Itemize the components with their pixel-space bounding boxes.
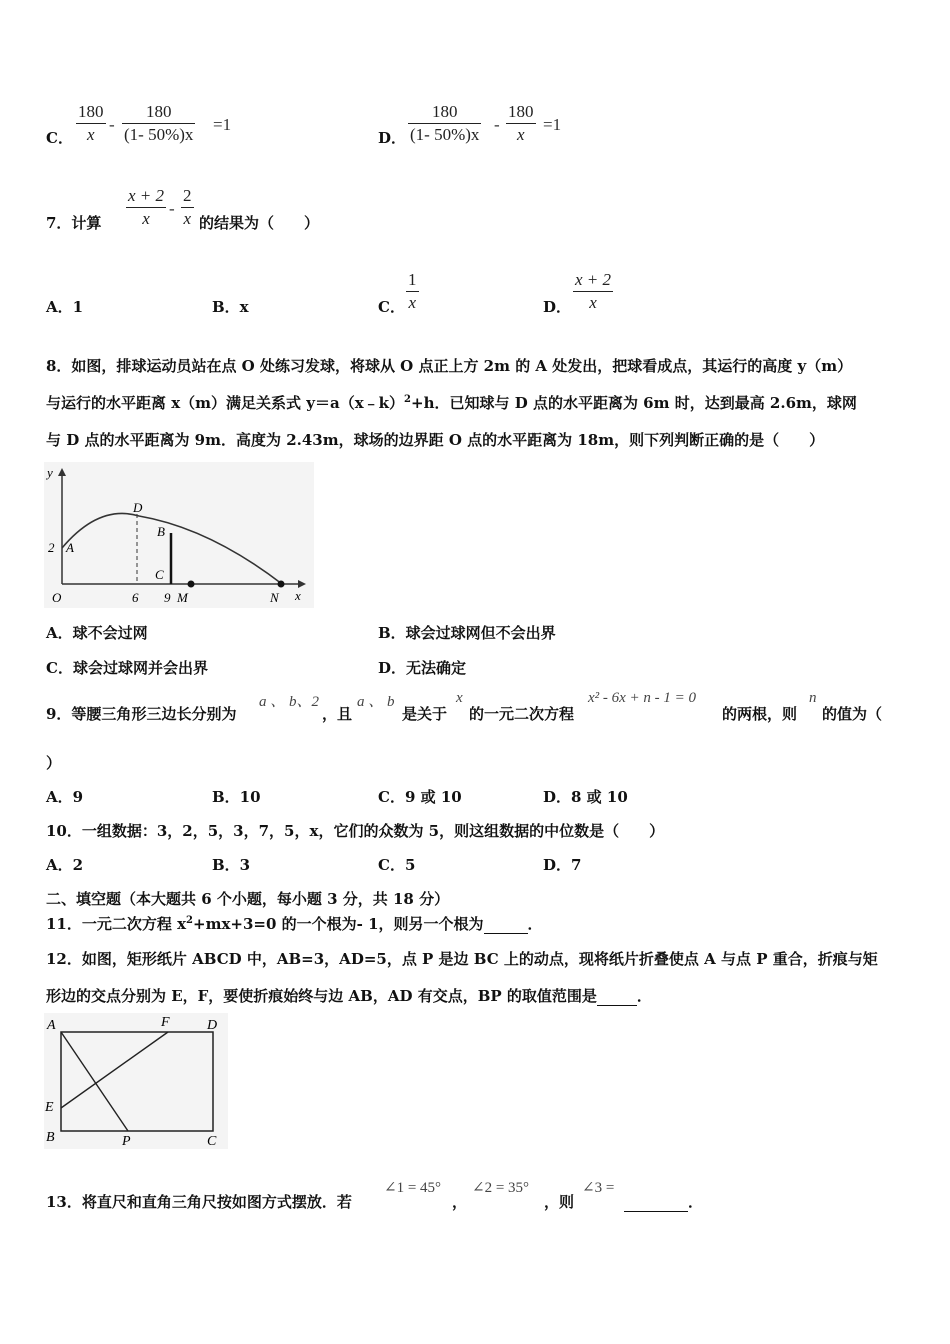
q9-option-a[interactable]: A．9 (46, 788, 84, 806)
q6-c-minus: - (109, 115, 115, 134)
q10-option-a[interactable]: A．2 (46, 856, 84, 874)
q7-option-c-fraction: $\frac{1}{x}$ (408, 270, 417, 312)
q8-figure-background (44, 462, 314, 608)
q12-rectangle-figure (44, 1013, 228, 1149)
q7-fraction-1: $\frac{x + 2}{x}$ (128, 186, 165, 228)
label-f: F (161, 1015, 170, 1030)
q6-d-equals: =1 (543, 115, 562, 134)
q13-angle-2: ∠2 = 35° (472, 1180, 530, 1196)
q11-answer-blank[interactable] (484, 915, 528, 934)
label-d: D (207, 1018, 218, 1033)
q10-stem: 10．一组数据：3，2，5，3，7，5，x，它们的众数为 5，则这组数据的中位数是（ ） (46, 822, 665, 840)
q9-close-paren: ） (46, 754, 62, 772)
q6-d-fraction-1: $\frac{180}{(1- 50\%)x}$ (410, 102, 480, 144)
label-x: x (295, 588, 301, 603)
label-n: N (270, 590, 279, 605)
q9-option-b[interactable]: B．10 (212, 788, 261, 806)
label-c: C (207, 1134, 217, 1149)
label-2: 2 (48, 540, 55, 555)
q6-option-d-label[interactable]: D． (378, 129, 407, 147)
q12-answer-blank[interactable] (597, 987, 637, 1006)
label-a: A (66, 540, 74, 555)
label-a: A (47, 1018, 56, 1033)
q8-option-a[interactable]: A．球不会过网 (46, 624, 148, 642)
q11-stem: 11．一元二次方程 $x^2+mx+3=0$ 的一个根为- 1，则另一个根为 ． (46, 915, 543, 933)
label-m: M (177, 590, 188, 605)
q8-stem-line-1: 8．如图，排球运动员站在点 O 处练习发球，将球从 O 点正上方 2m 的 A 处发出，把球看成点，其运行的高度 y（m） (46, 357, 853, 375)
q6-d-minus: - (494, 115, 500, 134)
q12-figure-background (44, 1013, 228, 1149)
point-m (188, 581, 195, 588)
q13-text-2: ，则 (544, 1193, 575, 1211)
q13-comma: ， (452, 1193, 468, 1211)
q7-stem-prefix: 7．计算 (46, 214, 102, 232)
q6-option-c-label[interactable]: C． (46, 129, 73, 147)
q6-c-equals: =1 (213, 115, 232, 134)
q9-text-6: 的值为（ (822, 705, 883, 723)
q7-option-d-fraction: $\frac{x + 2}{x}$ (575, 270, 612, 312)
point-n (278, 581, 285, 588)
q8-option-c[interactable]: C．球会过球网并会出界 (46, 659, 208, 677)
q9-option-c[interactable]: C．9 或 10 (378, 788, 462, 806)
q9-option-d[interactable]: D．8 或 10 (543, 788, 628, 806)
q12-stem-line-2: 形边的交点分别为 E，F，要使折痕始终与边 AB，AD 有交点，BP 的取值范围是 ． (46, 987, 652, 1005)
section-2-title: 二、填空题（本大题共 6 个小题，每小题 3 分，共 18 分） (46, 890, 450, 908)
label-b: B (157, 524, 165, 539)
q13-angle-3: ∠3 = (582, 1180, 615, 1196)
q7-stem-suffix: 的结果为（ ） (199, 214, 320, 232)
q9-text-3: 是关于 (402, 705, 448, 723)
q7-option-b[interactable]: B．x (212, 298, 249, 316)
q9-math-ab: a 、 b (357, 694, 395, 710)
label-p: P (122, 1134, 131, 1149)
label-9: 9 (164, 590, 171, 605)
label-c: C (155, 567, 164, 582)
q7-option-c-label[interactable]: C． (378, 298, 405, 316)
q9-math-sides: a 、 b、2 (259, 694, 320, 710)
q8-option-b[interactable]: B．球会过球网但不会出界 (378, 624, 556, 642)
q13-text-1: 13．将直尺和直角三角尺按如图方式摆放．若 (46, 1193, 352, 1211)
label-d: D (133, 500, 143, 515)
q6-d-fraction-2: $\frac{180}{x}$ (508, 102, 534, 144)
q7-fraction-2: $\frac{2}{x}$ (183, 186, 192, 228)
q10-option-c[interactable]: C．5 (378, 856, 416, 874)
q7-minus: - (169, 199, 175, 218)
q13-answer-line: ． (624, 1191, 703, 1212)
q7-option-d-label[interactable]: D． (543, 298, 572, 316)
label-b: B (46, 1130, 55, 1145)
q9-text-2: ，且 (322, 705, 353, 723)
q10-option-d[interactable]: D．7 (543, 856, 582, 874)
q6-c-fraction-1: $\frac{180}{x}$ (78, 102, 104, 144)
label-o: O (52, 590, 62, 605)
q6-c-fraction-2: $\frac{180}{(1- 50\%)x}$ (124, 102, 194, 144)
q9-math-x: x (456, 690, 463, 706)
q9-math-equation: x² - 6x + n - 1 = 0 (588, 690, 697, 706)
q9-text-4: 的一元二次方程 (469, 705, 575, 723)
q9-text-1: 9．等腰三角形三边长分别为 (46, 705, 237, 723)
q13-answer-blank[interactable] (624, 1193, 688, 1212)
q8-option-d[interactable]: D．无法确定 (378, 659, 467, 677)
label-y: y (47, 465, 53, 480)
q9-text-5: 的两根，则 (722, 705, 798, 723)
q8-stem-line-2: 与运行的水平距离 x（m）满足关系式 y＝a（x﹣k）$^2$+h．已知球与 D 点的水平距离为 6m 时，达到最高 2.6m，球网 (46, 394, 857, 412)
q13-angle-1: ∠1 = 45° (384, 1180, 442, 1196)
q8-stem-line-3: 与 D 点的水平距离为 9m．高度为 2.43m，球场的边界距 O 点的水平距离为 18m，则下列判断正确的是（ ） (46, 431, 825, 449)
q12-stem-line-1: 12．如图，矩形纸片 ABCD 中，AB=3，AD=5，点 P 是边 BC 上的动点，现将纸片折叠使点 A 与点 P 重合，折痕与矩 (46, 950, 878, 968)
q10-option-b[interactable]: B．3 (212, 856, 251, 874)
q7-option-a[interactable]: A．1 (46, 298, 84, 316)
q9-math-n: n (809, 690, 817, 706)
label-e: E (45, 1100, 54, 1115)
label-6: 6 (132, 590, 139, 605)
q8-trajectory-figure (44, 462, 314, 608)
